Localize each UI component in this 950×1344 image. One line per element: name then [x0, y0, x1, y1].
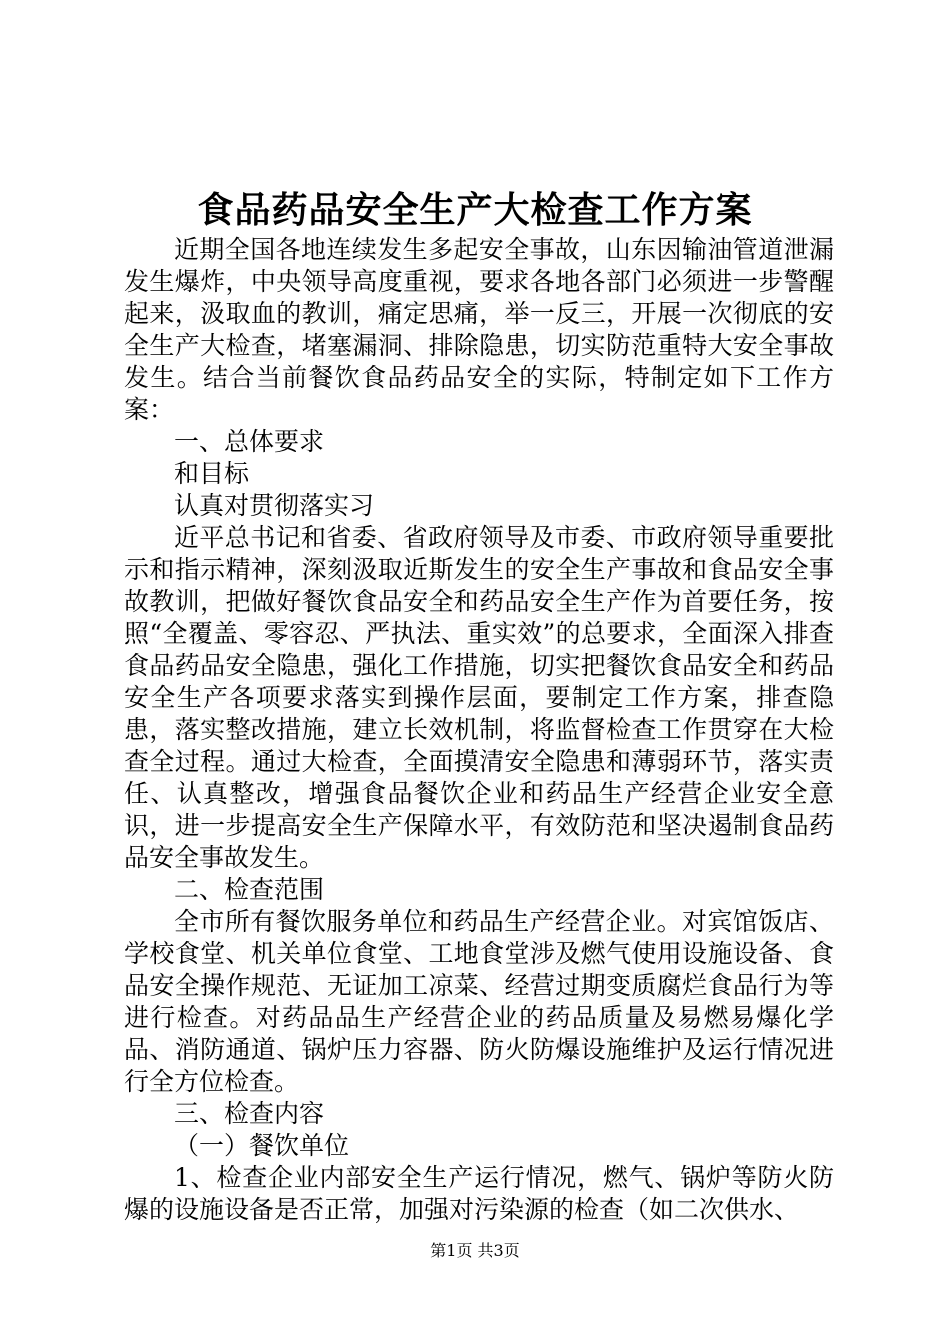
paragraph-scope: 全市所有餐饮服务单位和药品生产经营企业。对宾馆饭店、学校食堂、机关单位食堂、工地食堂涉及燃气使用设施设备、食品安全操作规范、无证加工凉菜、经营过期变质腐烂食品行为等进行检查。对药品品生产经营企业的药品质量及易燃易爆化学品、消防通道、锅炉压力容器、防火防爆设施维护及运行情况进行全方位检查。	[124, 907, 834, 1096]
section-heading-1-continued: 和目标	[174, 459, 250, 488]
section-heading-1: 一、总体要求	[174, 427, 325, 456]
paragraph-intro: 近期全国各地连续发生多起安全事故，山东因输油管道泄漏发生爆炸，中央领导高度重视，要求各地各部门必须进一步警醒起来，汲取血的教训，痛定思痛，举一反三，开展一次彻底的安全生产大检查，堵塞漏洞、排除隐患，切实防范重特大安全事故发生。结合当前餐饮食品药品安全的实际，特制定如下工作方案：	[124, 235, 834, 424]
document-title: 食品药品安全生产大检查工作方案	[197, 189, 753, 231]
document-body	[124, 234, 834, 1226]
page-number-footer: 第1页 共3页	[430, 1241, 520, 1260]
paragraph-item-1: 1、检查企业内部安全生产运行情况，燃气、锅炉等防火防爆的设施设备是否正常，加强对污染源的检查（如二次供水、	[124, 1163, 834, 1224]
section-heading-3: 三、检查内容	[174, 1099, 325, 1128]
paragraph-line: 认真对贯彻落实习	[174, 491, 375, 520]
paragraph-requirements: 近平总书记和省委、省政府领导及市委、市政府领导重要批示和指示精神，深刻汲取近斯发生的安全生产事故和食品安全事故教训，把做好餐饮食品安全和药品安全生产作为首要任务，按照“全覆盖、零容忍、严执法、重实效”的总要求，全面深入排查食品药品安全隐患，强化工作措施，切实把餐饮食品安全和药品安全生产各项要求落实到操作层面，要制定工作方案，排查隐患，落实整改措施，建立长效机制，将监督检查工作贯穿在大检查全过程。通过大检查，全面摸清安全隐患和薄弱环节，落实责任、认真整改，增强食品餐饮企业和药品生产经营企业安全意识，进一步提高安全生产保障水平，有效防范和坚决遏制食品药品安全事故发生。	[124, 523, 834, 872]
subsection-heading-1: （一）餐饮单位	[174, 1131, 350, 1160]
section-heading-2: 二、检查范围	[174, 875, 325, 904]
